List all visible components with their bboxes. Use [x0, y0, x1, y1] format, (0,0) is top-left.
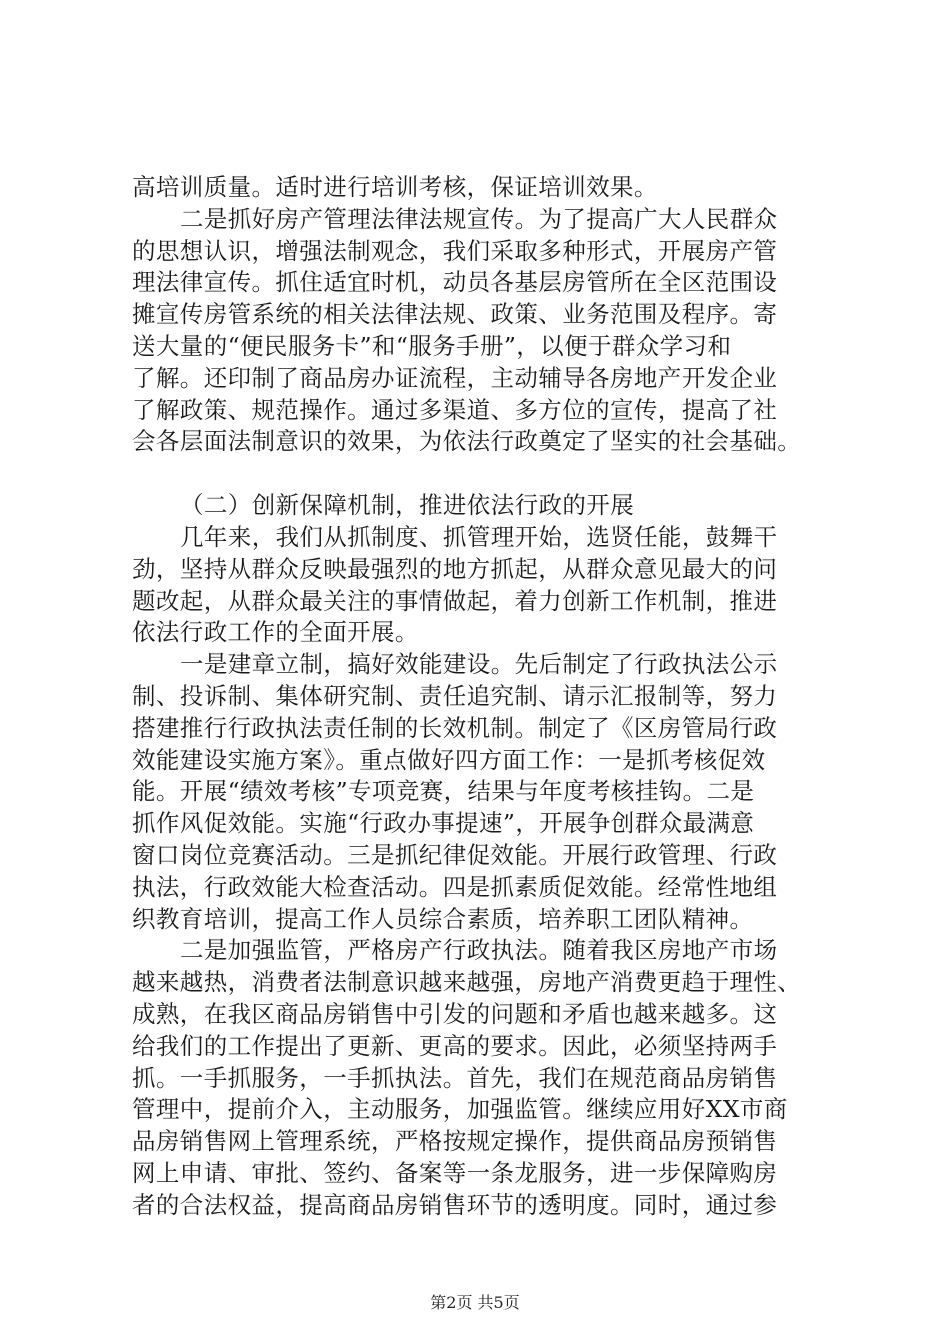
paragraph-line: 给我们的工作提出了更新、更高的要求。因此，必须坚持两手 [132, 1031, 778, 1060]
page-number: 第2页 共5页 [430, 1293, 520, 1312]
paragraph-line: 窗口岗位竞赛活动。三是抓纪律促效能。开展行政管理、行政 [132, 840, 778, 869]
paragraph-line: 送大量的“便民服务卡”和“服务手册”，以便于群众学习和 [132, 331, 732, 360]
paragraph-line: 成熟，在我区商品房销售中引发的问题和矛盾也越来越多。这 [132, 999, 778, 1028]
paragraph-line: 理法律宣传。抓住适宜时机，动员各基层房管所在全区范围设 [132, 268, 778, 297]
paragraph-line: 网上申请、审批、签约、备案等一条龙服务，进一步保障购房 [132, 1158, 778, 1187]
paragraph-line: 摊宣传房管系统的相关法律法规、政策、业务范围及程序。寄 [132, 300, 778, 329]
paragraph-line: 品房销售网上管理系统，严格按规定操作，提供商品房预销售 [132, 1127, 778, 1156]
paragraph-line: 执法，行政效能大检查活动。四是抓素质促效能。经常性地组 [132, 872, 778, 901]
paragraph-line: 二是抓好房产管理法律法规宣传。为了提高广大人民群众 [180, 204, 778, 233]
paragraph-line: 题改起，从群众最关注的事情做起，着力创新工作机制，推进 [132, 586, 778, 615]
paragraph-line: 能。开展“绩效考核”专项竞赛，结果与年度考核挂钩。二是 [132, 777, 755, 806]
paragraph-line: 了解。还印制了商品房办证流程，主动辅导各房地产开发企业 [132, 363, 778, 392]
paragraph-line: 的思想认识，增强法制观念，我们采取多种形式，开展房产管 [132, 236, 778, 265]
paragraph-line: 劲，坚持从群众反映最强烈的地方抓起，从群众意见最大的问 [132, 554, 778, 583]
paragraph-line: 管理中，提前介入，主动服务，加强监管。继续应用好XX市商 [132, 1095, 788, 1124]
body-text [132, 172, 822, 1222]
paragraph-line: 二是加强监管，严格房产行政执法。随着我区房地产市场 [180, 936, 778, 965]
paragraph-line: 效能建设实施方案》。重点做好四方面工作：一是抓考核促效 [132, 745, 766, 774]
paragraph-line: 越来越热，消费者法制意识越来越强，房地产消费更趋于理性、 [132, 968, 802, 997]
section-gap [132, 458, 822, 490]
paragraph-line: 者的合法权益，提高商品房销售环节的透明度。同时，通过参 [132, 1190, 778, 1219]
paragraph-line: 搭建推行行政执法责任制的长效机制。制定了《区房管局行政 [132, 713, 778, 742]
paragraph-line: 织教育培训，提高工作人员综合素质，培养职工团队精神。 [132, 904, 754, 933]
paragraph-line: 高培训质量。适时进行培训考核，保证培训效果。 [132, 173, 658, 201]
paragraph-line: 会各层面法制意识的效果，为依法行政奠定了坚实的社会基础。 [132, 427, 802, 456]
paragraph-line: 抓。一手抓服务，一手抓执法。首先，我们在规范商品房销售 [132, 1063, 778, 1092]
paragraph-line: 抓作风促效能。实施“行政办事提速”，开展争创群众最满意 [132, 809, 755, 838]
paragraph-line: 几年来，我们从抓制度、抓管理开始，选贤任能，鼓舞干 [180, 522, 778, 551]
paragraph-line: 制、投诉制、集体研究制、责任追究制、请示汇报制等，努力 [132, 681, 778, 710]
paragraph-line: 了解政策、规范操作。通过多渠道、多方位的宣传，提高了社 [132, 395, 778, 424]
paragraph-line: 依法行政工作的全面开展。 [132, 618, 419, 647]
paragraph-line: 一是建章立制，搞好效能建设。先后制定了行政执法公示 [180, 650, 778, 679]
section-heading: （二）创新保障机制，推进依法行政的开展 [180, 491, 635, 520]
